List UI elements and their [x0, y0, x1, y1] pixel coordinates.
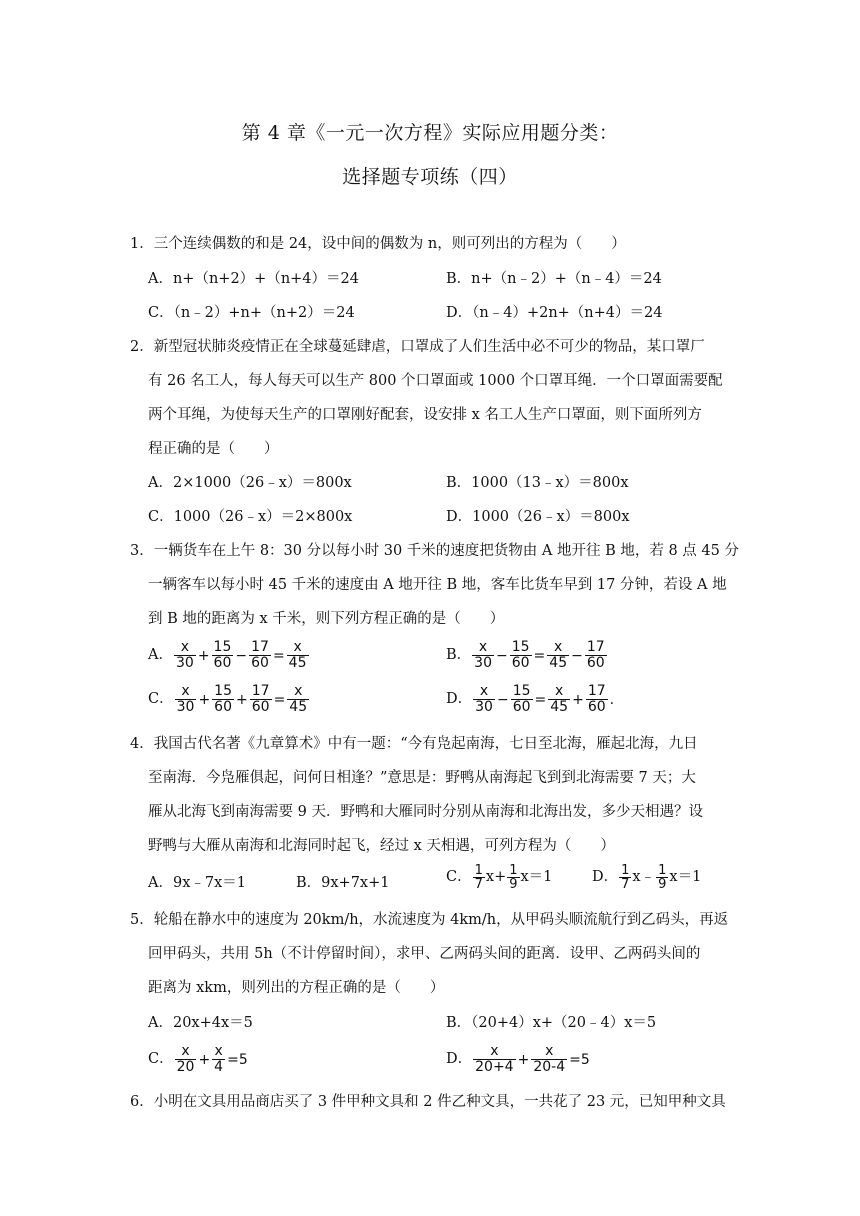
- question-2-option-a: A．2×1000（26﹣x）＝800x: [148, 475, 352, 491]
- denominator: 60: [251, 699, 270, 715]
- option-label: B．: [446, 647, 472, 664]
- fraction: [212, 684, 234, 715]
- question-5-stem-line2: 回甲码头，共用 5h（不计停留时间），求甲、乙两码头间的距离．设甲、乙两码头间的: [148, 946, 701, 962]
- question-4-stem-line3: 雁从北海飞到南海需要 9 天．野鸭和大雁同时分别从南海和北海出发，多少天相遇？设: [148, 804, 703, 820]
- fraction: [287, 684, 309, 715]
- numerator: 17: [251, 639, 269, 655]
- question-3-option-a: [148, 640, 312, 671]
- numerator: 17: [587, 683, 606, 699]
- numerator: 15: [511, 639, 530, 655]
- operator: +: [197, 647, 210, 664]
- fraction: [473, 864, 485, 891]
- question-5-option-c: [148, 1044, 249, 1075]
- operator: −: [235, 647, 248, 664]
- denominator: 60: [512, 699, 531, 715]
- operator: +: [572, 691, 584, 708]
- denominator: 45: [288, 655, 307, 671]
- fraction: [586, 684, 608, 715]
- numerator: 15: [214, 683, 232, 699]
- numerator: x: [294, 683, 303, 699]
- denominator: 30: [175, 655, 194, 671]
- expression-text: =5: [569, 1051, 590, 1068]
- denominator: 45: [550, 699, 569, 715]
- question-2-option-d: D．1000（26﹣x）＝800x: [446, 509, 630, 525]
- denominator: 30: [475, 699, 493, 715]
- operator: −: [495, 647, 508, 664]
- page-title-line1: 第 4 章《一元一次方程》实际应用题分类：: [241, 122, 619, 144]
- question-3-stem-line1: 3．一辆货车在上午 8：30 分以每小时 30 千米的速度把货物由 A 地开往 B 地，若 8 点 45 分: [130, 543, 739, 559]
- operator: +: [236, 691, 248, 708]
- fraction: [585, 640, 607, 671]
- question-4-stem-line1: 4．我国古代名著《九章算术》中有一题：“今有凫起南海，七日至北海，雁起北海，九日: [130, 736, 698, 752]
- option-label: D．: [592, 869, 619, 886]
- option-label: C．: [446, 869, 472, 886]
- expression-text: x+: [485, 869, 507, 886]
- question-3-stem-line3: 到 B 地的距离为 x 千米，则下列方程正确的是（ ）: [148, 611, 505, 627]
- question-1-option-d: D．（n﹣4）+2n+（n+4）＝24: [446, 305, 663, 321]
- numerator: 17: [586, 639, 605, 655]
- option-label: A．: [148, 647, 173, 664]
- fraction: [212, 1044, 225, 1075]
- question-2-stem-line4: 程正确的是（ ）: [148, 441, 279, 457]
- fraction: [473, 684, 495, 715]
- expression-text: x＝1: [520, 869, 553, 886]
- question-3-option-b: [446, 640, 610, 671]
- fraction: [175, 1044, 197, 1075]
- denominator: 7: [621, 877, 630, 892]
- operator: =: [534, 691, 547, 708]
- denominator: 60: [251, 655, 269, 671]
- question-4-option-d: [592, 864, 701, 891]
- numerator: x: [555, 683, 564, 699]
- operator: =: [273, 691, 286, 708]
- numerator: x: [479, 683, 489, 699]
- question-2-option-c: C．1000（26﹣x）＝2×800x: [148, 509, 353, 525]
- denominator: 45: [549, 655, 568, 671]
- numerator: 1: [509, 863, 518, 878]
- denominator: 45: [289, 699, 308, 715]
- operator: −: [571, 647, 583, 664]
- question-5-option-b: B．（20+4）x+（20﹣4）x＝5: [446, 1015, 657, 1031]
- denominator: 60: [213, 655, 232, 671]
- fraction: [174, 640, 196, 671]
- fraction: [175, 684, 197, 715]
- question-4-option-b: B．9x+7x+1: [296, 875, 390, 891]
- denominator: 30: [176, 699, 195, 715]
- fraction: [547, 640, 569, 671]
- numerator: x: [181, 1043, 190, 1059]
- denominator: 20+4: [475, 1059, 514, 1075]
- fraction: [511, 684, 533, 715]
- denominator: 30: [474, 655, 492, 671]
- numerator: 1: [474, 863, 483, 878]
- operator: +: [198, 1051, 211, 1068]
- fraction: [250, 684, 272, 715]
- numerator: x: [478, 639, 488, 655]
- fraction: [249, 640, 271, 671]
- expression-text: =5: [227, 1051, 248, 1068]
- option-label: D．: [446, 691, 473, 708]
- denominator: 9: [658, 877, 667, 892]
- denominator: 20-4: [533, 1059, 566, 1075]
- denominator: 7: [474, 877, 483, 892]
- fraction: [510, 640, 532, 671]
- option-label: C．: [148, 691, 174, 708]
- question-4-option-a: A．9x﹣7x＝1: [148, 875, 247, 891]
- question-6-stem-line1: 6．小明在文具用品商店买了 3 件甲种文具和 2 件乙种文具，一共花了 23 元，已知甲种文具: [130, 1094, 726, 1110]
- question-2-stem-line1: 2．新型冠状肺炎疫情正在全球蔓延肆虐，口罩成了人们生活中必不可少的物品，某口罩厂: [130, 339, 705, 355]
- question-2-stem-line2: 有 26 名工人，每人每天可以生产 800 个口罩面或 1000 个口罩耳绳．一个口罩面需要配: [148, 373, 723, 389]
- numerator: 15: [213, 639, 232, 655]
- question-5-stem-line1: 5．轮船在静水中的速度为 20km/h，水流速度为 4km/h，从甲码头顺流航行到乙码头，再返: [130, 912, 729, 928]
- numerator: 15: [512, 683, 531, 699]
- operator: =: [272, 647, 285, 664]
- question-4-stem-line4: 野鸭与大雁从南海和北海同时起飞，经过 x 天相遇，可列方程为（ ）: [148, 838, 615, 854]
- question-3-option-d: [446, 684, 615, 715]
- question-2-stem-line3: 两个耳绳，为使每天生产的口罩刚好配套，设安排 x 名工人生产口罩面，则下面所列方: [148, 407, 702, 423]
- denominator: 60: [587, 699, 606, 715]
- fraction: [656, 864, 668, 891]
- expression-text: x﹣: [632, 869, 656, 886]
- fraction: [531, 1044, 567, 1075]
- question-3-stem-line2: 一辆客车以每小时 45 千米的速度由 A 地开往 B 地，客车比货车早到 17 分钟，若设 A 地: [148, 577, 727, 593]
- numerator: x: [293, 639, 302, 655]
- operator: =: [533, 647, 546, 664]
- fraction: [287, 640, 309, 671]
- numerator: 1: [658, 863, 667, 878]
- numerator: x: [181, 683, 190, 699]
- operator: +: [517, 1051, 530, 1068]
- numerator: x: [554, 639, 563, 655]
- question-5-option-a: A．20x+4x＝5: [148, 1015, 253, 1031]
- question-3-option-c: [148, 684, 312, 715]
- denominator: 60: [586, 655, 605, 671]
- fraction: [507, 864, 519, 891]
- fraction: [212, 640, 234, 671]
- expression-text: x＝1: [669, 869, 702, 886]
- question-5-stem-line3: 距离为 xkm，则列出的方程正确的是（ ）: [148, 980, 445, 996]
- question-1-stem: 1．三个连续偶数的和是 24，设中间的偶数为 n，则可列出的方程为（ ）: [130, 236, 626, 252]
- question-5-option-d: [446, 1044, 591, 1075]
- question-2-option-b: B．1000（13﹣x）＝800x: [446, 475, 629, 491]
- operator: −: [496, 691, 509, 708]
- numerator: 17: [251, 683, 270, 699]
- trailing-mark: .: [609, 691, 615, 708]
- question-1-option-c: C．（n﹣2）+n+（n+2）＝24: [148, 305, 355, 321]
- question-4-stem-line2: 至南海．今凫雁俱起，问何日相逢？”意思是：野鸭从南海起飞到到北海需要 7 天；大: [148, 770, 696, 786]
- fraction: [548, 684, 570, 715]
- question-1-option-a: A．n+（n+2）+（n+4）＝24: [148, 271, 359, 287]
- option-label: C．: [148, 1051, 174, 1068]
- denominator: 9: [509, 877, 518, 892]
- numerator: x: [545, 1043, 554, 1059]
- fraction: [472, 640, 494, 671]
- operator: +: [198, 691, 211, 708]
- denominator: 20: [176, 1059, 195, 1075]
- numerator: 1: [621, 863, 630, 878]
- denominator: 4: [214, 1059, 224, 1075]
- numerator: x: [214, 1043, 223, 1059]
- question-4-option-c: [446, 864, 552, 891]
- fraction: [619, 864, 631, 891]
- numerator: x: [490, 1043, 499, 1059]
- numerator: x: [180, 639, 190, 655]
- page-title-line2: 选择题专项练（四）: [342, 166, 518, 188]
- denominator: 60: [214, 699, 232, 715]
- question-1-option-b: B．n+（n﹣2）+（n﹣4）＝24: [446, 271, 662, 287]
- option-label: D．: [446, 1051, 473, 1068]
- fraction: [473, 1044, 515, 1075]
- denominator: 60: [511, 655, 530, 671]
